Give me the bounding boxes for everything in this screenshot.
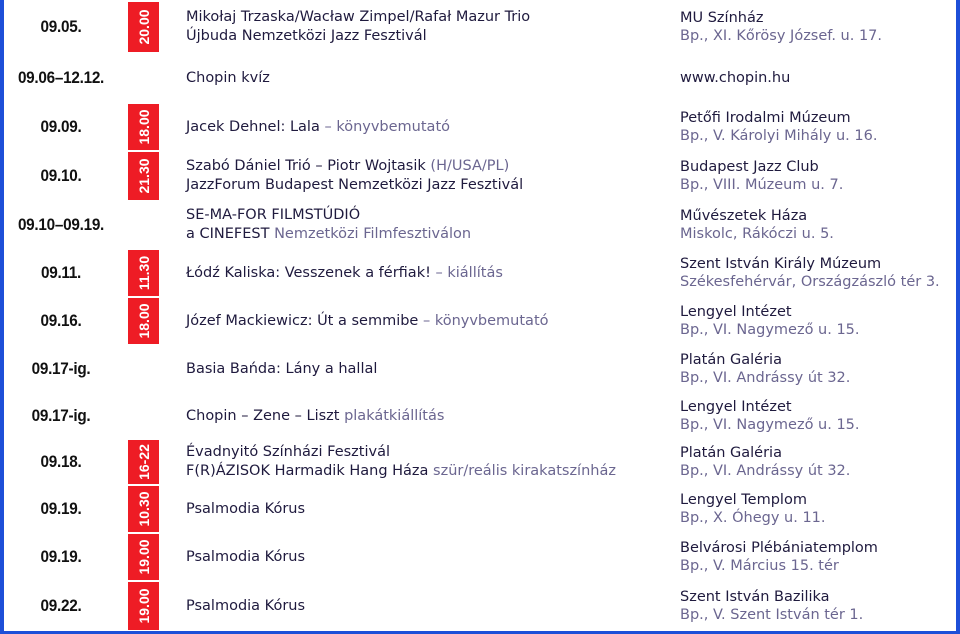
- event-title-sub: (H/USA/PL): [425, 158, 510, 174]
- event-time-cell: [128, 486, 159, 532]
- event-address: Bp., VI. Andrássy út 32.: [680, 463, 851, 479]
- event-time: 18.00: [135, 109, 152, 145]
- event-time-cell: [128, 152, 159, 200]
- event-title: Jacek Dehnel: Lala: [186, 118, 320, 135]
- event-description: [186, 534, 656, 580]
- event-venue-block: [680, 440, 955, 484]
- event-title: Chopin kvíz: [186, 69, 270, 86]
- event-title: Psalmodia Kórus: [186, 597, 306, 614]
- event-venue: Lengyel Intézet: [680, 399, 792, 415]
- event-address: Bp., XI. Kőrösy József. u. 17.: [680, 28, 883, 44]
- event-row: [0, 54, 960, 102]
- event-venue: Lengyel Templom: [680, 492, 807, 508]
- event-date: 09.18.: [40, 452, 82, 471]
- event-row: [0, 2, 960, 52]
- event-venue: Platán Galéria: [680, 352, 782, 368]
- event-line2-sub: szür/reális kirakatszínház: [428, 463, 616, 479]
- event-venue-block: [680, 54, 955, 102]
- event-time-cell: [128, 534, 159, 580]
- event-row: [0, 534, 960, 580]
- event-title: SE-MA-FOR FILMSTÚDIÓ: [186, 207, 361, 223]
- event-title-sub: plakátkiállítás: [339, 407, 445, 424]
- event-time: 19.00: [135, 539, 152, 575]
- event-date: 09.09.: [40, 117, 82, 136]
- event-description: [186, 582, 656, 630]
- event-venue-block: [680, 393, 955, 439]
- event-description: [186, 393, 656, 439]
- event-date: 09.10–09.19.: [17, 215, 105, 234]
- event-description: [186, 346, 656, 392]
- event-title: Łódź Kaliska: Vesszenek a férfiak!: [186, 264, 431, 281]
- event-address: Bp., X. Óhegy u. 11.: [680, 510, 826, 526]
- event-title-sub: – kiállítás: [430, 264, 503, 281]
- event-venue-block: [680, 486, 955, 532]
- event-row: [0, 346, 960, 392]
- event-venue: Szent István Király Múzeum: [680, 256, 882, 272]
- event-time: 11.30: [135, 255, 152, 291]
- event-date: 09.11.: [40, 263, 82, 282]
- event-row: [0, 298, 960, 344]
- event-time: 18.00: [135, 303, 152, 339]
- event-title: Szabó Dániel Trió – Piotr Wojtasik: [186, 158, 426, 174]
- event-title-sub: – könyvbemutató: [319, 118, 450, 135]
- event-date: 09.06–12.12.: [17, 68, 105, 87]
- event-address: Bp., V. Károlyi Mihály u. 16.: [680, 128, 878, 144]
- event-description: [186, 104, 656, 150]
- event-description: [186, 486, 656, 532]
- event-time: 20.00: [135, 9, 152, 45]
- event-line2: F(R)ÁZISOK Harmadik Hang Háza: [186, 463, 429, 479]
- event-date: 09.16.: [40, 311, 82, 330]
- event-description: [186, 2, 656, 52]
- event-venue: MU Színház: [680, 10, 764, 26]
- event-title: Mikołaj Trzaska/Wacław Zimpel/Rafał Mazur Trio: [186, 9, 531, 25]
- event-time: 21.30: [135, 158, 152, 194]
- event-venue-block: [680, 202, 955, 248]
- event-line2-sub: Nemzetközi Filmfesztiválon: [269, 226, 472, 242]
- event-venue-block: [680, 346, 955, 392]
- event-time: 10.30: [135, 491, 152, 527]
- event-time: 19.00: [135, 588, 152, 624]
- event-venue-block: [680, 152, 955, 200]
- event-description: [186, 250, 656, 296]
- event-line2: Újbuda Nemzetközi Jazz Fesztivál: [186, 28, 427, 44]
- event-time-cell: [128, 104, 159, 150]
- event-venue-block: [680, 534, 955, 580]
- event-address: Bp., VI. Nagymező u. 15.: [680, 322, 860, 338]
- event-date: 09.17-ig.: [31, 359, 91, 378]
- event-time-cell: [128, 2, 159, 52]
- event-address: Miskolc, Rákóczi u. 5.: [680, 226, 834, 242]
- event-venue: Petőfi Irodalmi Múzeum: [680, 110, 851, 126]
- event-description: [186, 54, 656, 102]
- event-row: [0, 202, 960, 248]
- event-venue-block: [680, 2, 955, 52]
- event-venue-block: [680, 250, 955, 296]
- event-time-cell: [128, 440, 159, 484]
- event-date: 09.10.: [40, 166, 82, 185]
- event-venue: www.chopin.hu: [680, 70, 791, 86]
- event-title-sub: – könyvbemutató: [418, 312, 549, 329]
- event-title: Basia Bańda: Lány a hallal: [186, 360, 378, 377]
- event-description: [186, 152, 656, 200]
- event-description: [186, 298, 656, 344]
- event-row: [0, 440, 960, 484]
- event-date: 09.17-ig.: [31, 406, 91, 425]
- event-title: Psalmodia Kórus: [186, 548, 306, 565]
- event-time: 16-22: [135, 444, 152, 480]
- event-row: [0, 152, 960, 200]
- event-venue: Platán Galéria: [680, 445, 782, 461]
- event-address: Bp., VI. Nagymező u. 15.: [680, 417, 860, 433]
- event-title: Józef Mackiewicz: Út a semmibe: [186, 312, 419, 329]
- event-date: 09.19.: [40, 499, 82, 518]
- event-venue: Budapest Jazz Club: [680, 159, 819, 175]
- event-row: [0, 582, 960, 630]
- event-date: 09.22.: [40, 596, 82, 615]
- event-address: Bp., VIII. Múzeum u. 7.: [680, 177, 844, 193]
- event-address: Bp., V. Szent István tér 1.: [680, 607, 864, 623]
- event-date: 09.19.: [40, 547, 82, 566]
- event-line2: JazzForum Budapest Nemzetközi Jazz Fesztivál: [186, 177, 524, 193]
- event-line2: a CINEFEST: [186, 226, 270, 242]
- event-date: 09.05.: [40, 17, 82, 36]
- event-venue: Lengyel Intézet: [680, 304, 792, 320]
- event-title: Psalmodia Kórus: [186, 500, 306, 517]
- event-time-cell: [128, 250, 159, 296]
- event-address: Bp., V. Március 15. tér: [680, 558, 839, 574]
- event-time-cell: [128, 582, 159, 630]
- event-venue: Szent István Bazilika: [680, 589, 830, 605]
- event-address: Székesfehérvár, Országzászló tér 3.: [680, 274, 940, 290]
- event-row: [0, 104, 960, 150]
- event-title: Chopin – Zene – Liszt: [186, 407, 340, 424]
- event-row: [0, 250, 960, 296]
- event-venue: Belvárosi Plébániatemplom: [680, 540, 878, 556]
- event-title: Évadnyitó Színházi Fesztivál: [186, 444, 390, 460]
- event-row: [0, 486, 960, 532]
- event-venue-block: [680, 104, 955, 150]
- event-time-cell: [128, 298, 159, 344]
- event-description: [186, 202, 656, 248]
- event-venue: Művészetek Háza: [680, 208, 808, 224]
- event-venue-block: [680, 298, 955, 344]
- event-description: [186, 440, 656, 484]
- event-row: [0, 393, 960, 439]
- event-venue-block: [680, 582, 955, 630]
- event-address: Bp., VI. Andrássy út 32.: [680, 370, 851, 386]
